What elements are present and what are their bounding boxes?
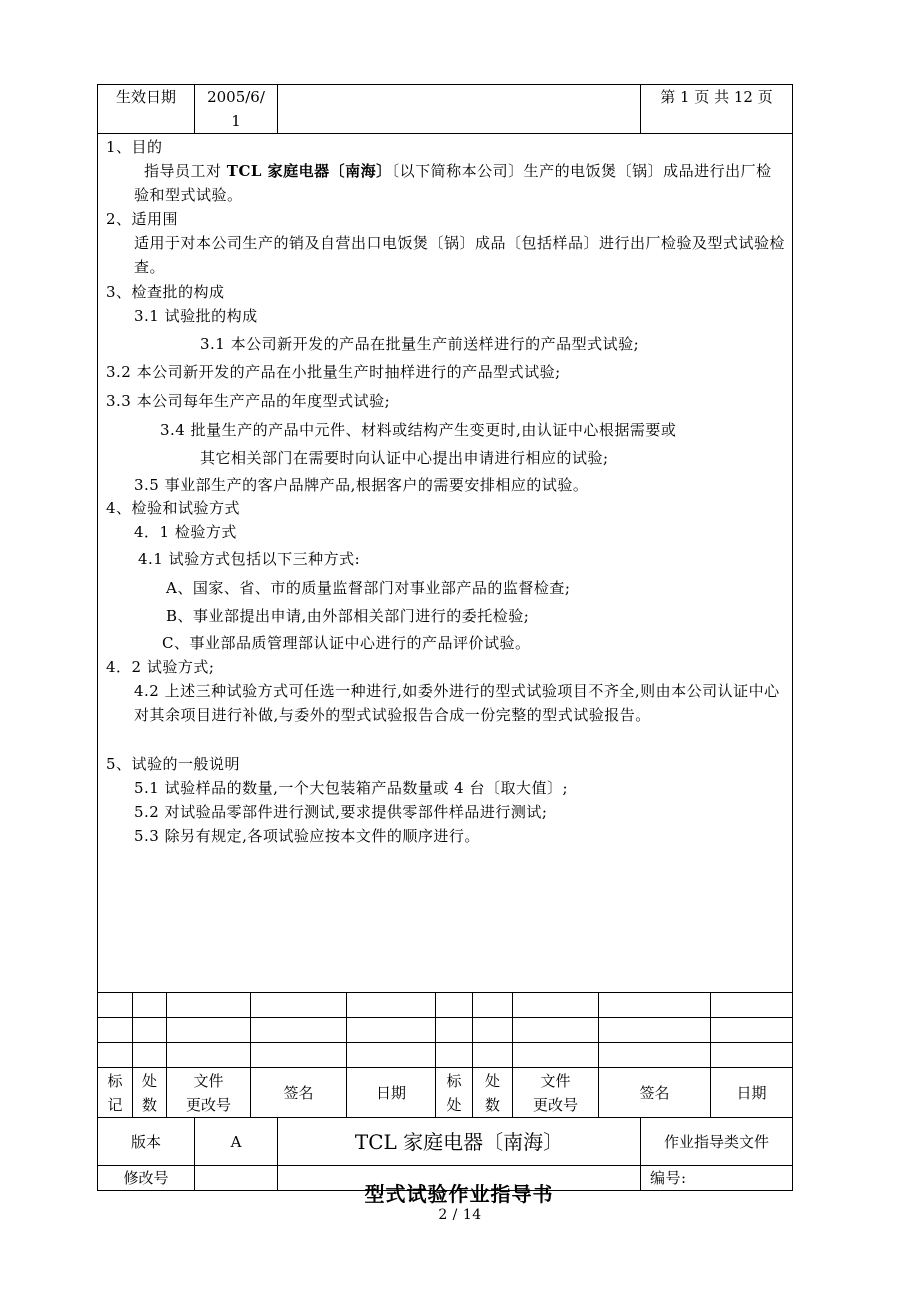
section-2-paragraph: 适用于对本公司生产的销及自营出口电饭煲〔锅〕成品〔包括样品〕进行出厂检验及型式试验检查。 — [134, 234, 786, 276]
section-3-3: 3.3 本公司每年生产产品的年度型式试验; — [106, 392, 391, 410]
section-4-heading: 4、检验和试验方式 — [106, 499, 241, 517]
revision-number-label: 修改号 — [123, 1169, 169, 1187]
document-number-label: 编号: — [650, 1169, 687, 1187]
section-5-3: 5.3 除另有规定,各项试验应按本文件的顺序进行。 — [134, 827, 480, 845]
section-3-4-line2: 其它相关部门在需要时向认证中心提出申请进行相应的试验; — [200, 449, 609, 467]
section-4-1: 4．1 检验方式 — [134, 523, 237, 541]
section-1-paragraph: 指导员工对 TCL 家庭电器〔南海〕〔以下简称本公司〕生产的电饭煲〔锅〕成品进行出厂检验和型式试验。 — [134, 162, 772, 204]
section-2-heading: 2、适用围 — [106, 210, 179, 228]
section-3-5: 3.5 事业部生产的客户品牌产品,根据客户的需要安排相应的试验。 — [134, 476, 589, 494]
rev-col-count-2: 处 数 — [484, 1071, 500, 1114]
rev-col-mark: 标 记 — [107, 1071, 123, 1114]
effective-date-label: 生效日期 — [115, 88, 176, 106]
rev-col-change-no: 文件 更改号 — [185, 1071, 231, 1114]
section-5-1: 5.1 试验样品的数量,一个大包装箱产品数量或 4 台〔取大值〕; — [134, 779, 569, 797]
rev-col-date: 日期 — [375, 1083, 406, 1102]
section-4-1-b: B、事业部提出申请,由外部相关部门进行的委托检验; — [166, 607, 530, 625]
section-4-1-a: A、国家、省、市的质量监督部门对事业部产品的监督检查; — [166, 579, 571, 597]
version-label: 版本 — [130, 1132, 161, 1151]
company-name: TCL 家庭电器〔南海〕 — [354, 1129, 564, 1154]
doc-title-cell — [278, 1166, 640, 1206]
page-number: 2 / 14 — [438, 1207, 482, 1223]
rev-col-change-no-2: 文件 更改号 — [532, 1071, 578, 1114]
doc-type: 作业指导类文件 — [663, 1132, 769, 1151]
rev-col-signature-2: 签名 — [639, 1083, 670, 1102]
section-3-1-item: 3.1 本公司新开发的产品在批量生产前送样进行的产品型式试验; — [200, 335, 640, 353]
section-1-heading: 1、目的 — [106, 138, 163, 156]
section-4-2: 4．2 试验方式; — [106, 658, 215, 676]
section-5-2: 5.2 对试验品零部件进行测试,要求提供零部件样品进行测试; — [134, 803, 548, 821]
doc-title: 型式试验作业指导书 — [364, 1182, 554, 1206]
section-3-4-line1: 3.4 批量生产的产品中元件、材料或结构产生变更时,由认证中心根据需要或 — [160, 421, 677, 439]
section-3-heading: 3、检查批的构成 — [106, 283, 225, 301]
rev-col-mark-2: 标 处 — [446, 1071, 462, 1114]
rev-col-count: 处 数 — [141, 1071, 157, 1114]
section-5-heading: 5、试验的一般说明 — [106, 755, 241, 773]
section-3-2: 3.2 本公司新开发的产品在小批量生产时抽样进行的产品型式试验; — [106, 363, 561, 381]
section-4-2-paragraph: 4.2 上述三种试验方式可任选一种进行,如委外进行的型式试验项目不齐全,则由本公司认证中心对其余项目进行补做,与委外的型式试验报告合成一份完整的型式试验报告。 — [134, 682, 780, 724]
rev-col-signature: 签名 — [283, 1083, 314, 1102]
page-info: 第 1 页 共 12 页 — [660, 88, 773, 106]
section-4-1-intro: 4.1 试验方式包括以下三种方式: — [138, 550, 361, 568]
effective-date-value: 2005/6/ 1 — [207, 88, 265, 130]
rev-col-date-2: 日期 — [736, 1083, 767, 1102]
version-value: A — [230, 1132, 242, 1151]
section-3-1: 3.1 试验批的构成 — [134, 307, 258, 325]
section-4-1-c: C、事业部品质管理部认证中心进行的产品评价试验。 — [162, 634, 531, 652]
